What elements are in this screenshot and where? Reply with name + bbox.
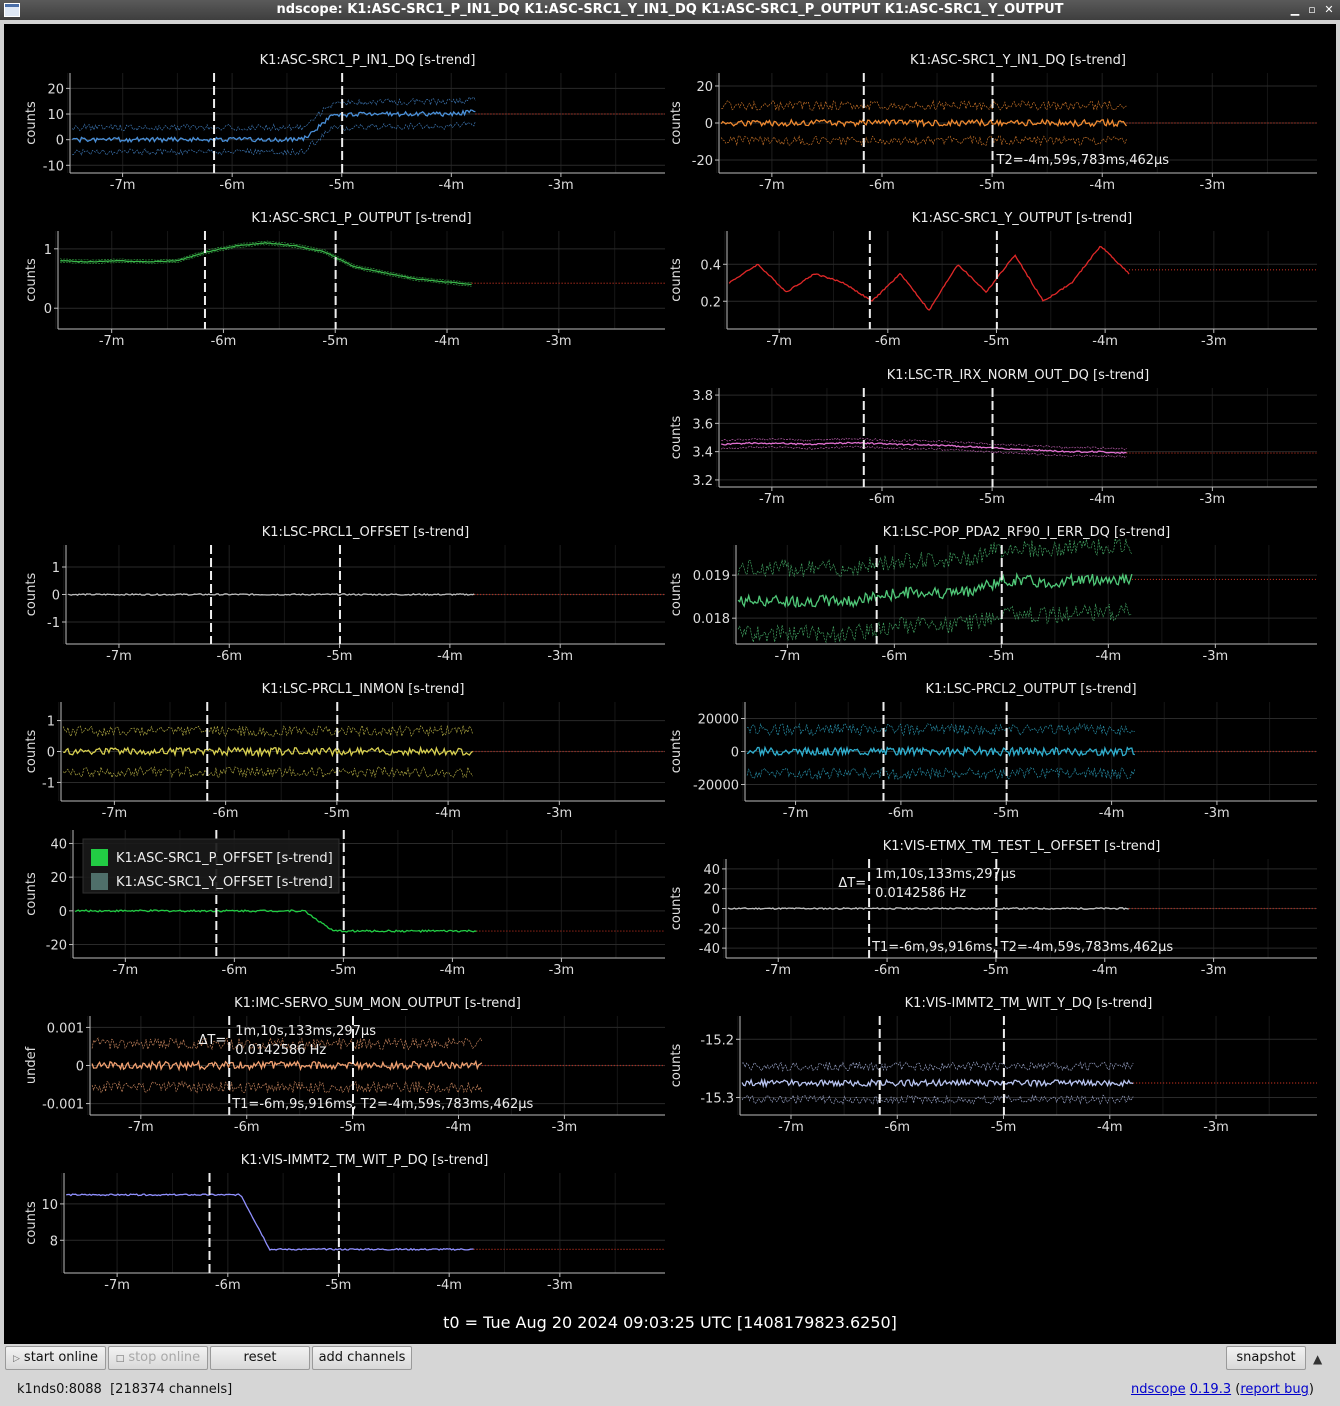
series-max-trace	[747, 724, 1135, 736]
x-tick-label: -7m	[774, 649, 801, 664]
y-tick-label: 1	[46, 714, 55, 730]
x-tick-label: -6m	[881, 649, 908, 664]
plot-title: K1:ASC-SRC1_P_OUTPUT [s-trend]	[251, 211, 472, 226]
y-axis-label: counts	[669, 1043, 684, 1088]
y-tick-label: 40	[703, 862, 720, 878]
y-axis-label: counts	[669, 886, 684, 931]
y-tick-label: 8	[49, 1234, 58, 1250]
series-min-trace	[63, 767, 472, 778]
stop-online-button[interactable]	[108, 1346, 208, 1370]
x-tick-label: -5m	[328, 178, 355, 193]
y-axis-label: counts	[24, 101, 39, 145]
plot-prcl2_out[interactable]	[669, 682, 1317, 821]
plot-title: K1:ASC-SRC1_P_IN1_DQ [s-trend]	[259, 53, 476, 68]
plot-immt2_p[interactable]	[24, 1153, 665, 1293]
series-mean-trace	[738, 574, 1132, 607]
x-tick-label: -5m	[339, 1120, 366, 1135]
plot-title: K1:VIS-IMMT2_TM_WIT_P_DQ [s-trend]	[240, 1153, 489, 1168]
x-tick-label: -4m	[439, 963, 466, 978]
x-tick-label: -5m	[988, 649, 1015, 664]
delta-t-frequency: 0.0142586 Hz	[875, 886, 967, 901]
x-tick-label: -3m	[551, 1120, 578, 1135]
plot-src1_offset[interactable]	[24, 830, 665, 978]
ndscope-link[interactable]: ndscope	[1130, 1382, 1186, 1397]
plot-title: K1:LSC-TR_IRX_NORM_OUT_DQ [s-trend]	[886, 368, 1150, 383]
y-tick-label: 3.4	[692, 445, 713, 461]
plot-canvas[interactable]	[4, 24, 1336, 1344]
x-tick-label: -7m	[778, 1120, 804, 1135]
cursor-times: T1=-6m,9s,916ms, T2=-4m,59s,783ms,462µs	[872, 940, 1174, 955]
y-tick-label: -1	[42, 776, 55, 792]
y-tick-label: 20	[50, 871, 67, 887]
y-tick-label: -20000	[692, 778, 739, 794]
series-max-trace	[742, 1062, 1133, 1071]
plot-title: K1:LSC-PRCL1_OFFSET [s-trend]	[261, 525, 470, 540]
y-tick-label: 3.6	[692, 417, 713, 433]
x-tick-label: -7m	[759, 492, 785, 507]
x-tick-label: -6m	[214, 1278, 241, 1293]
y-tick-label: 10	[41, 1197, 58, 1213]
x-tick-label: -7m	[766, 334, 792, 349]
x-tick-label: -5m	[325, 1278, 352, 1293]
y-axis-label: counts	[669, 729, 684, 774]
series-max-trace	[738, 539, 1132, 577]
add-channels-button[interactable]: add channels	[312, 1346, 412, 1370]
legend-swatch	[91, 849, 108, 866]
paren-open: (	[1231, 1382, 1241, 1397]
delta-t-frequency: 0.0142586 Hz	[235, 1043, 327, 1058]
y-tick-label: -20	[698, 922, 720, 938]
bottom-toolbar	[0, 1344, 1340, 1406]
y-tick-label: 20	[703, 882, 720, 898]
plot-y_out[interactable]	[669, 211, 1317, 349]
x-tick-label: -3m	[1199, 492, 1226, 507]
y-tick-label: 0	[43, 302, 52, 318]
y-tick-label: -20	[45, 938, 67, 954]
x-tick-label: -6m	[869, 492, 895, 507]
y-tick-label: -0.001	[42, 1097, 84, 1113]
y-tick-label: 0	[704, 117, 713, 132]
x-tick-label: -7m	[101, 806, 128, 821]
series-mean-trace	[66, 1194, 473, 1250]
window-title: ndscope: K1:ASC-SRC1_P_IN1_DQ K1:ASC-SRC1_Y_IN1_DQ K1:ASC-SRC1_P_OUTPUT K1:ASC-SRC1_Y_OUTPUT	[276, 2, 1064, 17]
x-tick-label: -3m	[547, 649, 574, 664]
channel-count: [218374 channels]	[110, 1382, 233, 1397]
plot-immt2_y[interactable]	[669, 996, 1317, 1135]
y-tick-label: -10	[42, 159, 64, 175]
y-tick-label: 0.018	[692, 612, 730, 628]
y-axis-label: counts	[669, 101, 684, 145]
x-tick-label: -6m	[884, 1120, 911, 1135]
x-tick-label: -4m	[436, 1278, 462, 1293]
plot-p_out[interactable]	[24, 211, 665, 349]
y-tick-label: -15.3	[700, 1091, 734, 1107]
x-tick-label: -6m	[874, 334, 901, 349]
series-min-trace	[92, 1082, 482, 1093]
plot-prcl1_off[interactable]	[24, 525, 665, 664]
x-tick-label: -5m	[979, 178, 1005, 193]
y-tick-label: 1	[51, 561, 60, 576]
maximize-icon[interactable]: ▫	[1308, 3, 1316, 16]
x-tick-label: -7m	[112, 963, 139, 978]
plot-tr_irx[interactable]	[669, 368, 1317, 507]
legend-label: K1:ASC-SRC1_Y_OFFSET [s-trend]	[116, 875, 333, 890]
legend-swatch	[91, 873, 108, 890]
stop-icon: □	[115, 1354, 125, 1364]
plot-imc_servo[interactable]	[24, 996, 665, 1135]
x-tick-label: -6m	[219, 178, 245, 193]
y-tick-label: 3.8	[692, 389, 713, 405]
y-axis-label: counts	[669, 415, 684, 460]
snapshot-button[interactable]: snapshot	[1226, 1346, 1306, 1370]
y-axis-label: counts	[24, 729, 39, 774]
x-tick-label: -3m	[546, 806, 573, 821]
x-tick-label: -5m	[983, 963, 1009, 978]
x-tick-label: -3m	[1200, 963, 1227, 978]
x-tick-label: -6m	[210, 334, 237, 349]
y-tick-label: 0.4	[700, 258, 721, 274]
y-tick-label: 0	[711, 902, 720, 918]
x-tick-label: -7m	[98, 334, 125, 349]
y-tick-label: 0.019	[692, 569, 730, 585]
x-tick-label: -5m	[324, 806, 350, 821]
minimize-icon[interactable]: ▁	[1290, 3, 1300, 16]
y-axis-label: counts	[24, 258, 39, 302]
series-max-trace	[60, 241, 471, 283]
x-tick-label: -6m	[216, 649, 243, 664]
x-tick-label: -5m	[983, 334, 1010, 349]
x-tick-label: -4m	[1089, 492, 1116, 507]
y-tick-label: -1	[47, 616, 60, 631]
y-tick-label: 0.2	[700, 295, 721, 311]
plot-title: K1:IMC-SERVO_SUM_MON_OUTPUT [s-trend]	[234, 996, 521, 1011]
start-online-button[interactable]	[5, 1346, 106, 1370]
plot-title: K1:ASC-SRC1_Y_IN1_DQ [s-trend]	[910, 53, 1126, 68]
plot-title: K1:LSC-PRCL1_INMON [s-trend]	[261, 682, 465, 697]
t0-label: t0 = Tue Aug 20 2024 09:03:25 UTC [1408179823.6250]	[443, 1313, 897, 1332]
y-tick-label: -20	[691, 154, 713, 170]
x-tick-label: -3m	[548, 178, 574, 193]
x-tick-label: -3m	[547, 1278, 573, 1293]
y-tick-label: 0	[58, 904, 67, 920]
y-tick-label: -40	[698, 942, 720, 958]
x-tick-label: -5m	[330, 963, 357, 978]
x-tick-label: -5m	[979, 492, 1005, 507]
x-tick-label: -4m	[1092, 334, 1118, 349]
delta-t-value: 1m,10s,133ms,297µs	[875, 867, 1016, 882]
x-tick-label: -7m	[106, 649, 132, 664]
status-server	[17, 1382, 232, 1397]
y-axis-label: undef	[24, 1046, 39, 1085]
x-tick-label: -3m	[1199, 178, 1226, 193]
x-tick-label: -4m	[1089, 178, 1116, 193]
plot-title: K1:VIS-ETMX_TM_TEST_L_OFFSET [s-trend]	[882, 839, 1161, 854]
x-tick-label: -7m	[109, 178, 136, 193]
series-min-trace	[721, 136, 1126, 145]
x-tick-label: -6m	[233, 1120, 260, 1135]
x-tick-label: -5m	[990, 1120, 1017, 1135]
y-axis-label: counts	[24, 872, 39, 916]
start-online-label: start online	[23, 1350, 98, 1365]
delta-t-label: ΔT=	[838, 876, 867, 891]
x-tick-label: -4m	[434, 334, 460, 349]
plot-title: K1:VIS-IMMT2_TM_WIT_Y_DQ [s-trend]	[904, 996, 1153, 1011]
x-tick-label: -6m	[212, 806, 239, 821]
series-mean-trace	[72, 110, 475, 142]
plot-pop_pda2[interactable]	[669, 525, 1317, 664]
delta-t-label: ΔT=	[198, 1033, 227, 1048]
x-tick-label: -5m	[326, 649, 353, 664]
plot-grid[interactable]	[4, 24, 1336, 1344]
series-min-trace	[738, 604, 1132, 642]
status-version	[1131, 1382, 1314, 1397]
y-tick-label: 3.2	[692, 473, 713, 489]
x-tick-label: -7m	[765, 963, 792, 978]
x-tick-label: -4m	[1091, 963, 1118, 978]
reset-button[interactable]: reset	[210, 1346, 310, 1370]
series-min-trace	[742, 1095, 1133, 1104]
delta-t-value: 1m,10s,133ms,297µs	[235, 1024, 376, 1039]
y-tick-label: 0	[730, 745, 739, 761]
x-tick-label: -6m	[888, 806, 914, 821]
x-tick-label: -5m	[322, 334, 349, 349]
paren-close: )	[1308, 1382, 1314, 1397]
x-tick-label: -4m	[1098, 806, 1125, 821]
y-tick-label: 20000	[697, 712, 739, 728]
y-axis-label: counts	[24, 1201, 39, 1245]
plot-prcl1_inmon[interactable]	[24, 682, 665, 821]
y-tick-label: 1	[43, 242, 52, 258]
plot-title: K1:ASC-SRC1_Y_OUTPUT [s-trend]	[911, 211, 1133, 226]
x-tick-label: -3m	[1203, 1120, 1229, 1135]
y-tick-label: 0	[75, 1059, 84, 1075]
window-titlebar[interactable]	[0, 0, 1340, 21]
series-max-trace	[721, 101, 1126, 110]
plot-title: K1:LSC-PRCL2_OUTPUT [s-trend]	[925, 682, 1137, 697]
series-mean-trace	[742, 1080, 1133, 1086]
x-tick-label: -4m	[445, 1120, 472, 1135]
x-tick-label: -7m	[759, 178, 785, 193]
y-tick-label: 0.001	[46, 1021, 84, 1037]
x-tick-label: -7m	[128, 1120, 154, 1135]
x-tick-label: -7m	[782, 806, 809, 821]
expand-icon[interactable]: ▲	[1313, 1352, 1323, 1366]
y-axis-label: counts	[669, 258, 684, 302]
y-axis-label: counts	[669, 572, 684, 617]
series-min-trace	[72, 121, 475, 155]
cursor-times: T1=-6m,9s,916ms, T2=-4m,59s,783ms,462µs	[232, 1097, 534, 1112]
y-tick-label: 10	[47, 108, 64, 124]
x-tick-label: -6m	[221, 963, 248, 978]
x-tick-label: -4m	[437, 649, 463, 664]
server-address: k1nds0:8088	[17, 1382, 102, 1397]
x-tick-label: -5m	[993, 806, 1020, 821]
series-min-trace	[60, 244, 471, 286]
cursor-readout: T2=-4m,59s,783ms,462µs	[996, 153, 1170, 168]
close-icon[interactable]: ✕	[1324, 3, 1334, 16]
y-tick-label: -15.2	[700, 1033, 734, 1049]
plot-p_in1[interactable]	[24, 53, 665, 193]
x-tick-label: -7m	[104, 1278, 130, 1293]
report-bug-link[interactable]: report bug	[1240, 1382, 1309, 1397]
legend-label: K1:ASC-SRC1_P_OFFSET [s-trend]	[116, 851, 333, 866]
series-max-trace	[63, 726, 472, 737]
y-tick-label: 20	[47, 82, 64, 98]
y-tick-label: 20	[696, 79, 713, 95]
y-tick-label: 0	[51, 588, 60, 604]
plot-y_in1[interactable]	[669, 53, 1317, 193]
x-tick-label: -6m	[869, 178, 895, 193]
plot-title: K1:LSC-POP_PDA2_RF90_I_ERR_DQ [s-trend]	[882, 525, 1171, 540]
y-axis-label: counts	[24, 572, 39, 617]
x-tick-label: -3m	[1202, 649, 1229, 664]
x-tick-label: -6m	[874, 963, 900, 978]
series-mean-trace	[75, 910, 476, 932]
y-tick-label: 0	[46, 745, 55, 761]
x-tick-label: -3m	[545, 334, 572, 349]
series-mean-trace	[729, 247, 1129, 310]
play-icon: ▷	[13, 1354, 20, 1364]
x-tick-label: -4m	[438, 178, 465, 193]
y-tick-label: 40	[50, 837, 67, 853]
series-min-trace	[747, 768, 1135, 779]
x-tick-label: -4m	[1095, 649, 1122, 664]
x-tick-label: -4m	[435, 806, 461, 821]
x-tick-label: -3m	[1200, 334, 1227, 349]
x-tick-label: -4m	[1096, 1120, 1123, 1135]
x-tick-label: -3m	[548, 963, 575, 978]
x-tick-label: -3m	[1204, 806, 1230, 821]
plot-etmx[interactable]	[669, 839, 1317, 978]
stop-online-label: stop online	[128, 1350, 201, 1365]
version-link[interactable]: 0.19.3	[1189, 1382, 1232, 1397]
y-tick-label: 0	[55, 133, 64, 149]
